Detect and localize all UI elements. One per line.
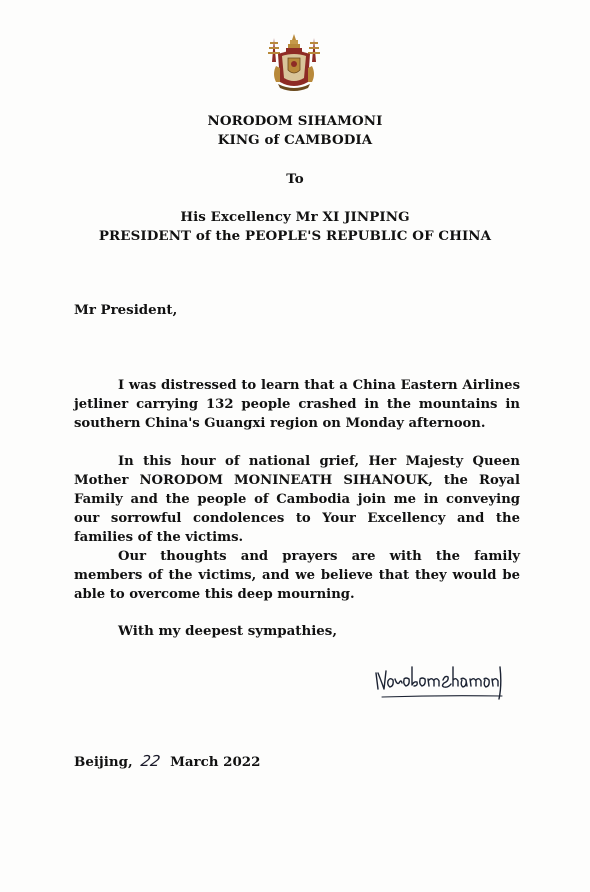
dateline [74, 752, 260, 771]
date-day-handwritten: 22 [139, 752, 162, 770]
paragraph-3: Our thoughts and prayers are with the family members of the victims, and we believe that they would be able to overcome this deep mourning. [74, 549, 520, 602]
sender-title: KING of CAMBODIA [217, 132, 373, 148]
sender-name: NORODOM SIHAMONI [207, 113, 383, 129]
salutation: Mr President, [74, 302, 178, 318]
date-place: Beijing, [74, 754, 133, 770]
closing: With my deepest sympathies, [118, 623, 338, 639]
recipient-title: PRESIDENT of the PEOPLE'S REPUBLIC OF CHINA [98, 228, 492, 244]
royal-arms-of-cambodia-icon [262, 32, 326, 96]
to-label: To [286, 171, 304, 187]
recipient-name: His Excellency Mr XI JINPING [180, 209, 410, 225]
date-month-year: March 2022 [170, 754, 261, 770]
signature [372, 655, 517, 707]
paragraph-1: I was distressed to learn that a China Eastern Airlines jetliner carrying 132 people crashed in the mountains in southern China's Guangxi region on Monday afternoon. [74, 378, 520, 431]
paragraph-2: In this hour of national grief, Her Majesty Queen Mother NORODOM MONINEATH SIHANOUK, the Royal Family and the people of Cambodia join me in conveying our sorrowful condolences to Your Excellency and the families of the victims. [74, 454, 520, 545]
